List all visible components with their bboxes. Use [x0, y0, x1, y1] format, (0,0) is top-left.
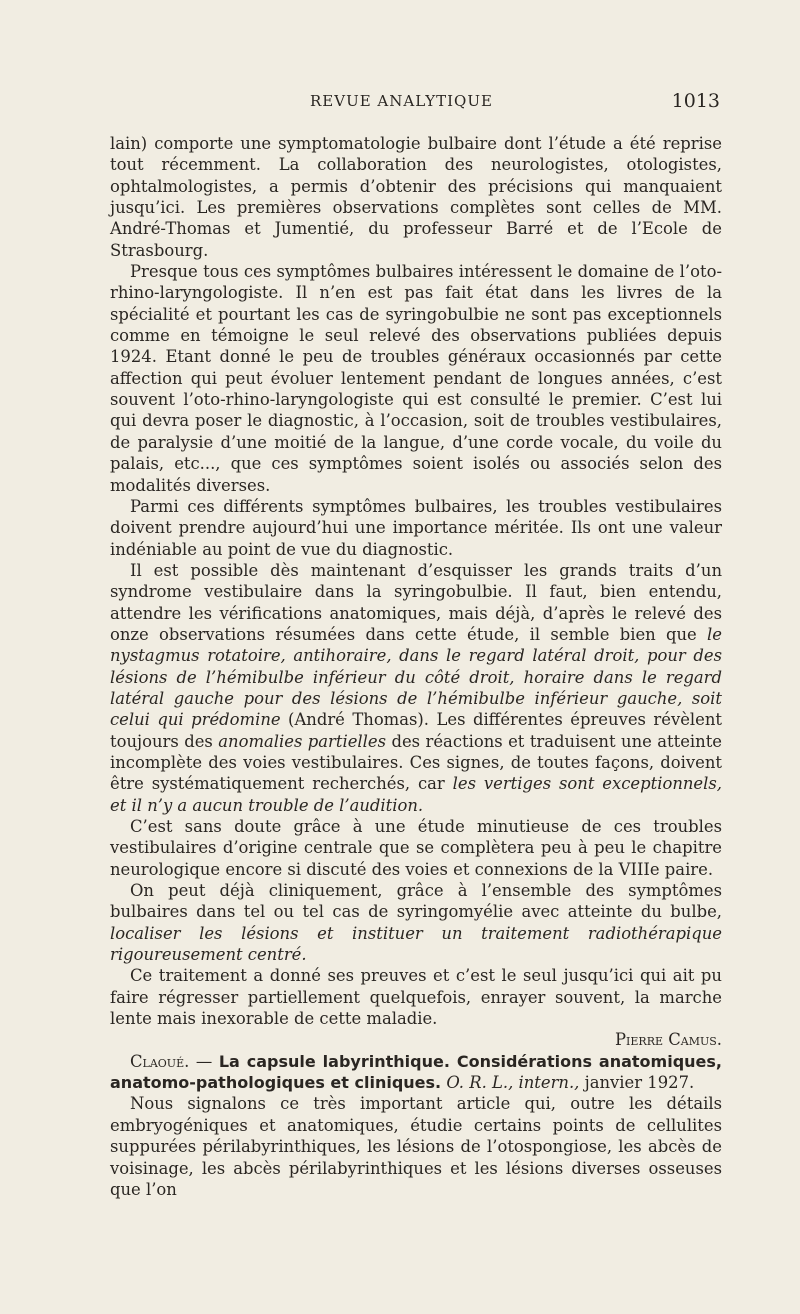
signature — [110, 1029, 722, 1050]
running-header — [110, 90, 722, 114]
page-number: 1013 — [671, 90, 720, 112]
paragraph-1: lain) comporte une symptomatologie bulbaire dont l’étude a été reprise tout récemment. La collaboration des neurologistes, otologistes, ophtalmologistes, a permis d’obtenir des précisions qui manquaient jusqu’ici. Les premières observations complètes sont celles de MM. André-Thomas et Jumentié, du professeur Barré et de l’Ecole de Strasbourg. — [110, 134, 722, 260]
body-text — [110, 133, 722, 1200]
paragraph-5: C’est sans doute grâce à une étude minutieuse de ces troubles vestibulaires d’origine centrale que se complètera peu à peu le chapitre neurologique encore si discuté des voies et connexions de la VIIIe paire. — [110, 817, 722, 879]
p6-text-a: On peut déjà cliniquement, grâce à l’ensemble des symptômes bulbaires dans tel ou tel cas de syringomyélie avec atteinte du bulbe, — [110, 881, 722, 922]
p6-italic-b: localiser les lésions et instituer un traitement radiothérapique rigoureusement centré. — [110, 923, 722, 965]
review-dash: — — [189, 1051, 219, 1071]
p4-italic-f: les vertiges sont exceptionnels, et il n’y a aucun trouble de l’audition. — [110, 774, 722, 815]
review-heading — [110, 1051, 722, 1094]
running-title: REVUE ANALYTIQUE — [310, 92, 493, 110]
review-body: Nous signalons ce très important article qui, outre les détails embryogéniques et anatomiques, étudie certains points de cellulites suppurées périlabyrinthiques, les lésions de l’otospongiose, les abcès de voisinage, les abcès périlabyrinthiques et les lésions diverses osseuses que l’on — [110, 1094, 722, 1199]
p4-italic-b: le nystagmus rotatoire, antihoraire, dans le regard latéral droit, pour des lésions de l’hémibulbe inférieur du côté droit, horaire dans le regard latéral gauche pour des lésions de l’hémibulbe inférieur gauche, soit celui qui prédomine — [110, 624, 722, 730]
article-title: La capsule labyrinthique. Considérations anatomiques, anatomo-pathologiques et cliniques. — [110, 1051, 723, 1093]
publication-date: janvier 1927. — [584, 1073, 695, 1093]
paragraph-3: Parmi ces différents symptômes bulbaires, les troubles vestibulaires doivent prendre aujourd’hui une importance méritée. Ils ont une valeur indéniable au point de vue du diagnostic. — [110, 496, 722, 559]
paragraph-7: Ce traitement a donné ses preuves et c’est le seul jusqu’ici qui ait pu faire régresser partiellement quelquefois, enrayer souvent, la marche lente mais inexorable de cette maladie. — [110, 966, 722, 1029]
p4-text-a: Il est possible dès maintenant d’esquisser les grands traits d’un syndrome vestibulaire dans la syringobulbie. Il faut, bien entendu, attendre les vérifications anatomiques, mais déjà, d’après le relevé des onze observations résumées dans cette étude, il semble bien que — [110, 560, 722, 644]
paragraph-4 — [110, 560, 722, 816]
p4-text-c: (André Thomas). Les différentes épreuves révèlent toujours des — [110, 710, 722, 751]
p4-text-e: des réactions et traduisent une atteinte incomplète des voies vestibulaires. Ces signes, de toutes façons, doivent être systématiquement recherchés, car — [110, 731, 722, 794]
review-author: Claoué. — [130, 1051, 190, 1071]
journal-name: O. R. L., intern., — [446, 1073, 580, 1093]
paragraph-6 — [110, 880, 722, 965]
p4-italic-d: anomalies partielles — [218, 731, 387, 751]
signature-name: Pierre Camus. — [615, 1030, 722, 1050]
paragraph-2: Presque tous ces symptômes bulbaires intéressent le domaine de l’oto-rhino-laryngologiste. Il n’en est pas fait état dans les livres de la spécialité et pourtant les cas de syringobulbie ne sont pas exceptionnels comme en témoigne le seul relevé des observations publiées depuis 1924. Etant donné le peu de troubles généraux occasionnés par cette affection qui peut évoluer lentement pendant de longues années, c’est souvent l’oto-rhino-laryngologiste qui est consulté le premier. C’est lui qui devra poser le diagnostic, à l’occasion, soit de troubles vestibulaires, de paralysie d’une moitié de la langue, d’une corde vocale, du voile du palais, etc..., que ces symptômes soient isolés ou associés selon des modalités diverses. — [110, 262, 722, 495]
